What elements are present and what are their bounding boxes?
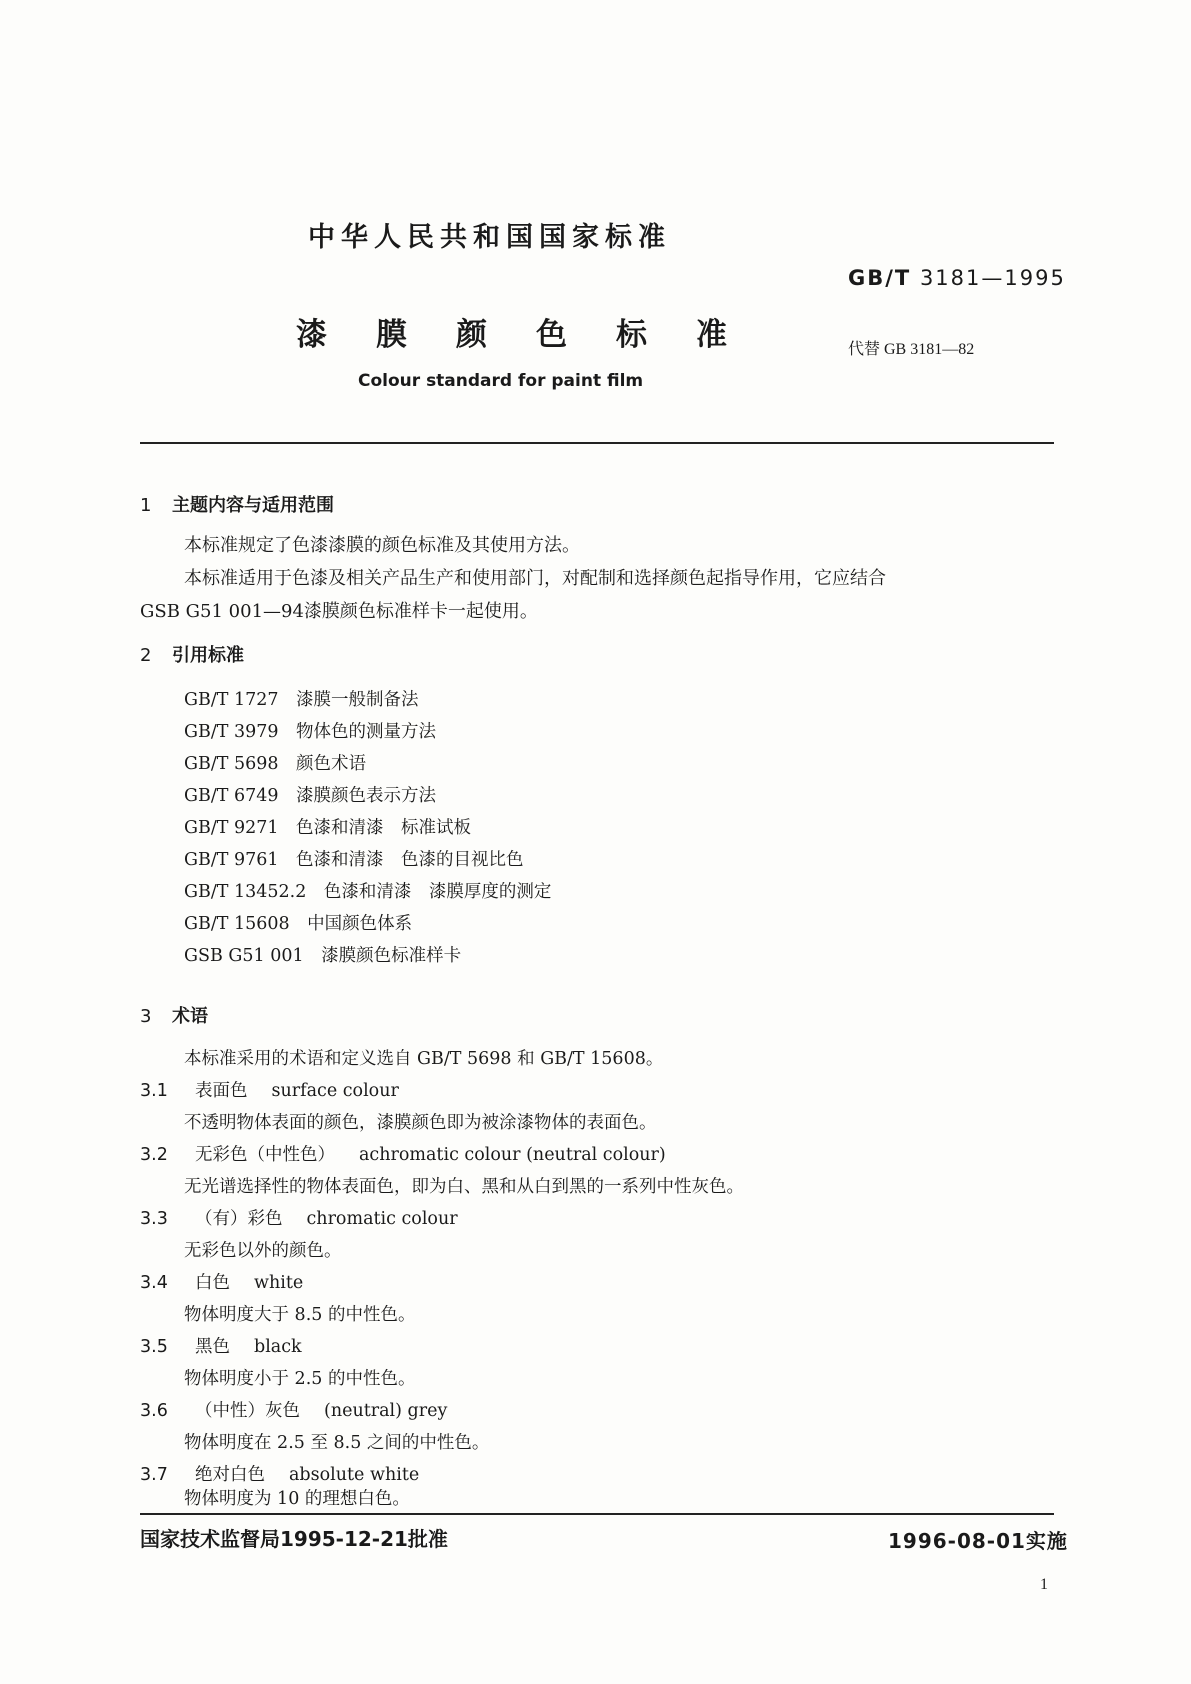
section-number: 1 [140,495,152,516]
term-english: black [254,1337,302,1357]
term-chinese: 黑色 [195,1337,230,1357]
section-title: 术语 [172,1006,208,1027]
term-number: 3.4 [140,1273,168,1293]
section-1-paragraph-1: 本标准规定了色漆漆膜的颜色标准及其使用方法。 [184,535,580,556]
replaces-note: 代替 GB 3181—82 [848,341,975,358]
term-entry [140,1333,302,1358]
term-number: 3.1 [140,1081,168,1101]
term-definition: 无彩色以外的颜色。 [184,1241,342,1261]
national-standard-heading: 中华人民共和国国家标准 [308,222,671,253]
section-1-heading [140,491,334,517]
implementation-date: 1996-08-01实施 [888,1529,1068,1553]
term-chinese: 白色 [195,1273,230,1293]
term-number: 3.6 [140,1401,168,1421]
reference-item: GB/T 1727 漆膜一般制备法 [184,690,419,710]
footer-divider [140,1513,1054,1515]
page-number: 1 [1040,1576,1048,1593]
english-title: Colour standard for paint film [358,371,644,391]
section-1-paragraph-2-continued: GSB G51 001—94漆膜颜色标准样卡一起使用。 [140,601,538,622]
reference-item: GB/T 9271 色漆和清漆 标准试板 [184,818,472,838]
term-definition: 物体明度小于 2.5 的中性色。 [184,1369,416,1389]
section-3-intro: 本标准采用的术语和定义选自 GB/T 5698 和 GB/T 15608。 [184,1049,664,1069]
section-title: 引用标准 [172,645,244,666]
term-definition: 物体明度大于 8.5 的中性色。 [184,1305,416,1325]
term-number: 3.3 [140,1209,168,1229]
standard-number [848,266,1066,290]
title-char: 色 [536,317,567,353]
reference-item: GB/T 6749 漆膜颜色表示方法 [184,786,437,806]
term-chinese: （有）彩色 [195,1209,283,1229]
section-1-paragraph-2: 本标准适用于色漆及相关产品生产和使用部门，对配制和选择颜色起指导作用，它应结合 [184,568,886,589]
term-chinese: （中性）灰色 [195,1401,300,1421]
term-entry [140,1269,303,1294]
section-2-heading [140,641,244,667]
reference-item: GSB G51 001 漆膜颜色标准样卡 [184,946,462,966]
term-english: (neutral) grey [324,1401,448,1421]
standard-prefix: GB/T [848,266,912,290]
title-char: 漆 [296,317,327,353]
reference-item: GB/T 9761 色漆和清漆 色漆的目视比色 [184,850,524,870]
term-english: white [254,1273,304,1293]
term-english: chromatic colour [306,1209,458,1229]
title-char: 准 [696,317,727,353]
term-entry [140,1141,666,1166]
section-title: 主题内容与适用范围 [172,495,334,516]
section-number: 3 [140,1006,152,1027]
term-chinese: 表面色 [195,1081,248,1101]
term-entry [140,1205,458,1230]
term-chinese: 无彩色（中性色） [195,1145,335,1165]
reference-item: GB/T 3979 物体色的测量方法 [184,722,437,742]
approval-line: 国家技术监督局1995-12-21批准 [140,1527,448,1551]
term-number: 3.2 [140,1145,168,1165]
term-number: 3.5 [140,1337,168,1357]
term-english: surface colour [271,1081,399,1101]
term-entry [140,1461,419,1486]
term-english: absolute white [289,1465,420,1485]
term-definition: 无光谱选择性的物体表面色，即为白、黑和从白到黑的一系列中性灰色。 [184,1177,744,1197]
section-3-heading [140,1002,208,1028]
document-title [296,309,727,354]
reference-item: GB/T 15608 中国颜色体系 [184,914,413,934]
title-char: 颜 [456,317,487,353]
reference-item: GB/T 13452.2 色漆和清漆 漆膜厚度的测定 [184,882,552,902]
reference-item: GB/T 5698 颜色术语 [184,754,367,774]
term-entry [140,1077,399,1102]
section-number: 2 [140,645,152,666]
term-english: achromatic colour (neutral colour) [359,1145,666,1165]
term-definition: 不透明物体表面的颜色，漆膜颜色即为被涂漆物体的表面色。 [184,1113,657,1133]
standard-code: 3181—1995 [919,266,1066,290]
term-entry [140,1397,447,1422]
term-definition: 物体明度在 2.5 至 8.5 之间的中性色。 [184,1433,490,1453]
title-char: 膜 [376,317,407,353]
term-chinese: 绝对白色 [195,1465,265,1485]
term-number: 3.7 [140,1465,168,1485]
header-divider [140,442,1054,444]
title-char: 标 [616,317,647,353]
term-definition: 物体明度为 10 的理想白色。 [184,1489,410,1509]
